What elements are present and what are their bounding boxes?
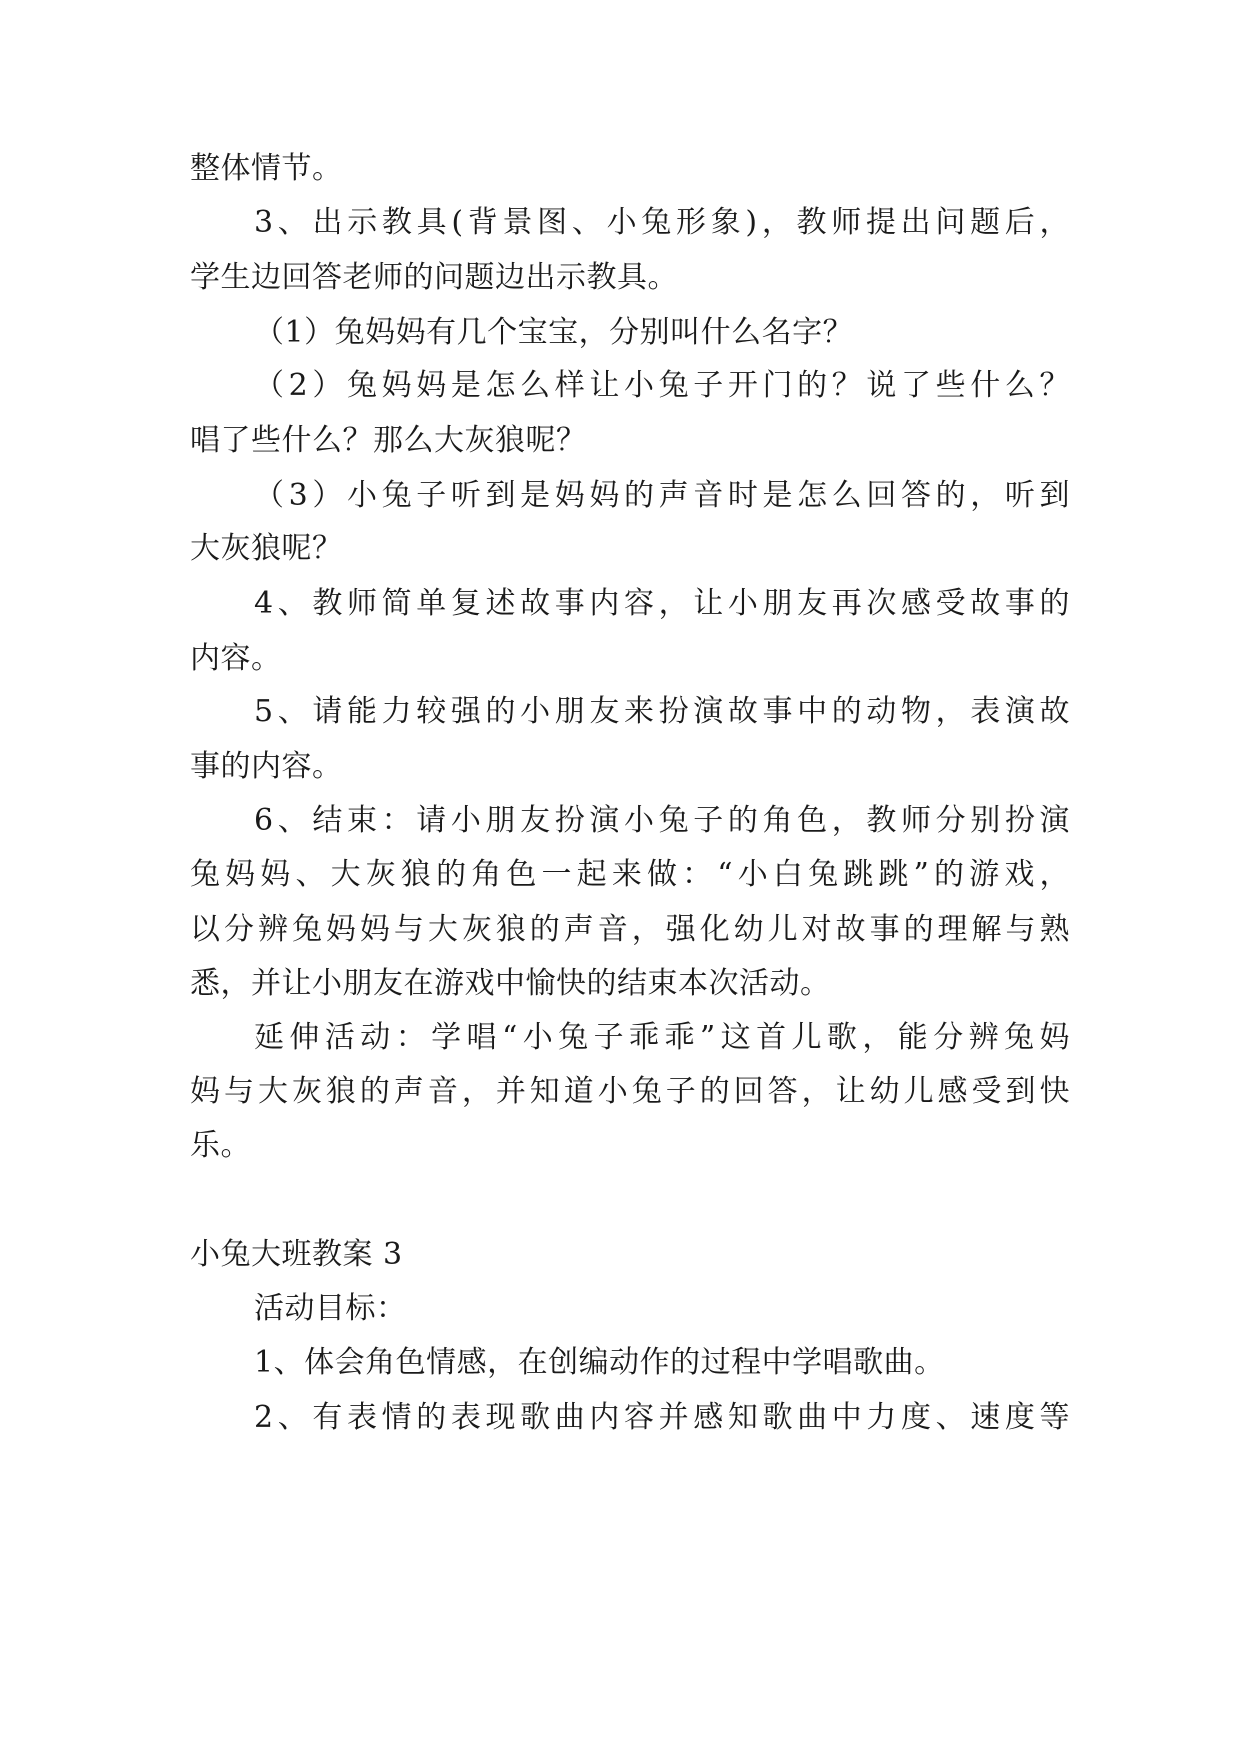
text-line: 1、体会角色情感，在创编动作的过程中学唱歌曲。 <box>254 1345 945 1380</box>
text-line: 6、结束：请小朋友扮演小兔子的角色，教师分别扮演 <box>254 803 1070 838</box>
text-line: 以分辨兔妈妈与大灰狼的声音，强化幼儿对故事的理解与熟 <box>190 912 1070 947</box>
text-line: 学生边回答老师的问题边出示教具。 <box>190 260 678 295</box>
text-line: 2、有表情的表现歌曲内容并感知歌曲中力度、速度等 <box>254 1400 1070 1435</box>
text-line: 活动目标： <box>254 1291 407 1326</box>
text-line: 唱了些什么？那么大灰狼呢？ <box>190 423 587 458</box>
text-line: 大灰狼呢？ <box>190 531 343 566</box>
text-line: 整体情节。 <box>190 151 343 186</box>
text-line: 乐。 <box>190 1128 251 1163</box>
text-line: （1）兔妈妈有几个宝宝，分别叫什么名字？ <box>254 315 854 350</box>
text-line: 妈与大灰狼的声音，并知道小兔子的回答，让幼儿感受到快 <box>190 1074 1070 1109</box>
text-line: 悉，并让小朋友在游戏中愉快的结束本次活动。 <box>190 966 831 1001</box>
text-line: 事的内容。 <box>190 749 343 784</box>
text-line: （2）兔妈妈是怎么样让小兔子开门的？说了些什么？ <box>254 368 1070 403</box>
text-line: 4、教师简单复述故事内容，让小朋友再次感受故事的 <box>254 586 1070 621</box>
text-line: 5、请能力较强的小朋友来扮演故事中的动物，表演故 <box>254 694 1070 729</box>
text-line: 内容。 <box>190 641 282 676</box>
text-line: 兔妈妈、大灰狼的角色一起来做：“小白兔跳跳”的游戏， <box>190 857 1070 892</box>
section-heading: 小兔大班教案 3 <box>190 1237 403 1272</box>
text-line: 3、出示教具(背景图、小兔形象)，教师提出问题后， <box>254 205 1070 240</box>
text-line: （3）小兔子听到是妈妈的声音时是怎么回答的，听到 <box>254 478 1070 513</box>
text-line: 延伸活动：学唱“小兔子乖乖”这首儿歌，能分辨兔妈 <box>254 1020 1070 1055</box>
